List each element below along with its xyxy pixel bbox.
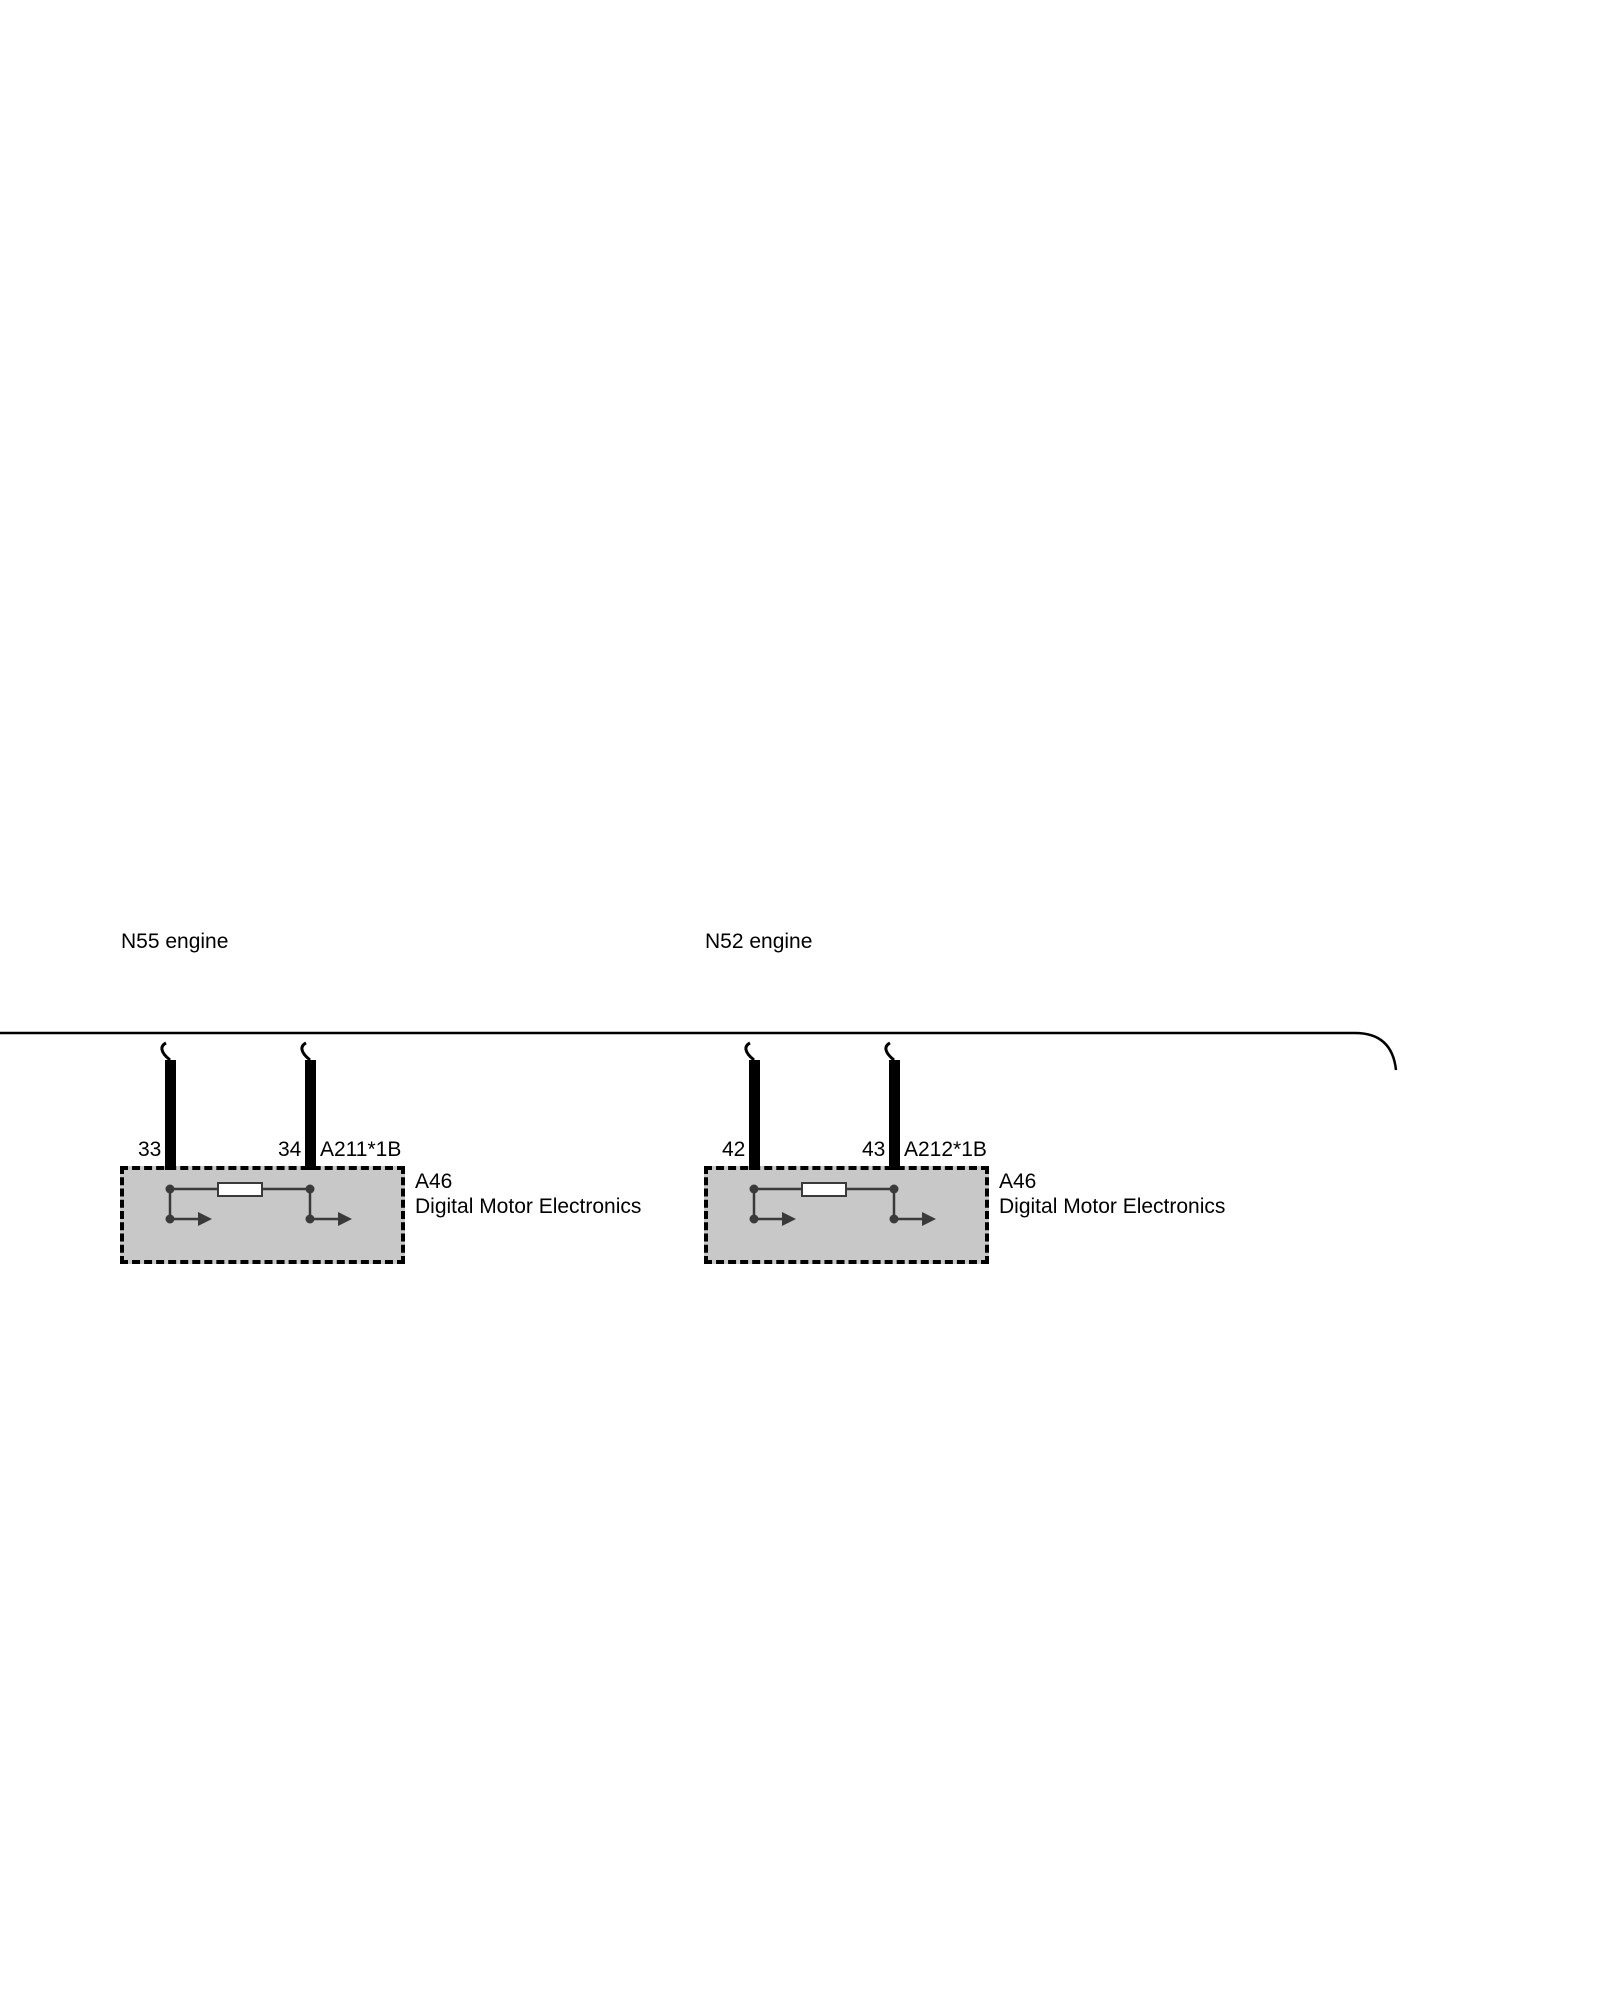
engine-title-n52: N52 engine (705, 930, 813, 953)
module-name-left: Digital Motor Electronics (415, 1195, 642, 1218)
wire-break-33 (162, 1043, 170, 1060)
wire-pin-42 (749, 1060, 760, 1170)
pin-number-34: 34 (278, 1138, 302, 1161)
pin-number-43: 43 (862, 1138, 886, 1161)
module-box-n55 (120, 1166, 405, 1264)
pin-number-33: 33 (138, 1138, 162, 1161)
wire-break-43 (886, 1043, 894, 1060)
wire-pin-33 (165, 1060, 176, 1170)
module-box-n52 (704, 1166, 989, 1264)
connector-label-a212: A212*1B (904, 1138, 987, 1161)
wire-break-34 (302, 1043, 310, 1060)
wire-pin-43 (889, 1060, 900, 1170)
wire-break-42 (746, 1043, 754, 1060)
module-name-right: Digital Motor Electronics (999, 1195, 1226, 1218)
engine-title-n55: N55 engine (121, 930, 229, 953)
harness-boundary-line (0, 1033, 1396, 1070)
wire-pin-34 (305, 1060, 316, 1170)
pin-number-42: 42 (722, 1138, 746, 1161)
connector-label-a211: A211*1B (320, 1138, 402, 1161)
module-code-left: A46 (415, 1170, 453, 1193)
module-code-right: A46 (999, 1170, 1037, 1193)
